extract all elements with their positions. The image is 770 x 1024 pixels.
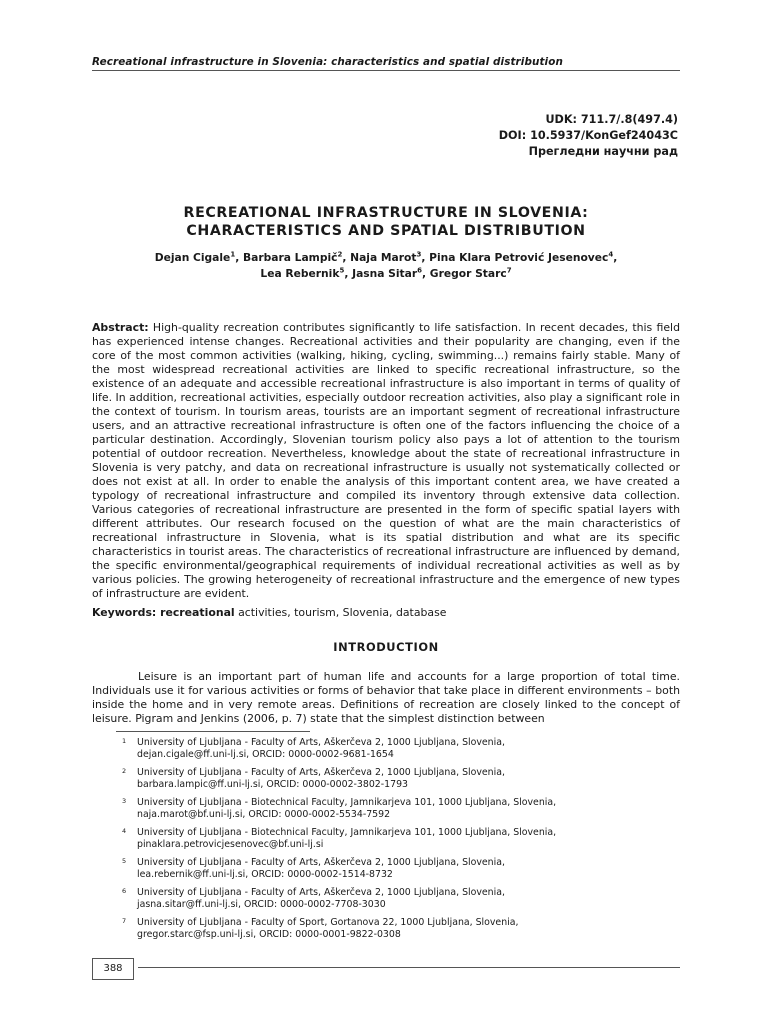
footnote	[122, 857, 682, 887]
title-line-2: CHARACTERISTICS AND SPATIAL DISTRIBUTION	[186, 223, 586, 239]
footnote	[122, 797, 682, 827]
footnote-affiliation: University of Ljubljana - Biotechnical Faculty, Jamnikarjeva 101, 1000 Ljubljana, Slovenia,	[137, 797, 557, 808]
footnote-affiliation: University of Ljubljana - Faculty of Arts, Aškerčeva 2, 1000 Ljubljana, Slovenia,	[137, 737, 505, 748]
footnote-contact[interactable]: lea.rebernik@ff.uni-lj.si, ORCID: 0000-0002-1514-8732	[137, 869, 393, 880]
doi[interactable]: DOI: 10.5937/KonGef24043C	[498, 129, 678, 142]
footnote-contact[interactable]: pinaklara.petrovicjesenovec@bf.uni-lj.si	[137, 839, 324, 850]
footer-rule	[138, 967, 680, 968]
footnote	[122, 917, 682, 947]
author-mark: 4	[608, 250, 614, 259]
author-line-1	[92, 250, 680, 266]
introduction-paragraph: Leisure is an important part of human life and accounts for a large proportion of total time. Individuals use it for various activities or forms of behavior that take place in different environments – both inside the home and in very remote areas. Definitions of recreation are closely linked to the concept of leisure. Pigram and Jenkins (2006, p. 7) state that the simplest distinction between	[92, 670, 680, 725]
article-type: Прегледни научни рад	[528, 145, 678, 158]
running-head: Recreational infrastructure in Slovenia: characteristics and spatial distribution	[92, 56, 563, 68]
author-name: Jasna Sitar	[352, 267, 418, 280]
footnote-contact[interactable]: barbara.lampic@ff.uni-lj.si, ORCID: 0000-0002-3802-1793	[137, 779, 409, 790]
footnote-affiliation: University of Ljubljana - Faculty of Arts, Aškerčeva 2, 1000 Ljubljana, Slovenia,	[137, 857, 505, 868]
footnote	[122, 737, 682, 767]
udk-code: UDK: 711.7/.8(497.4)	[545, 113, 678, 126]
footnote-number: 6	[122, 887, 127, 895]
author-sep: ,	[342, 251, 351, 264]
footnote-contact[interactable]: jasna.sitar@ff.uni-lj.si, ORCID: 0000-0002-7708-3030	[137, 899, 386, 910]
footnote-number: 2	[122, 767, 127, 775]
footnote-affiliation: University of Ljubljana - Biotechnical Faculty, Jamnikarjeva 101, 1000 Ljubljana, Slovenia,	[137, 827, 557, 838]
keywords-list: activities, tourism, Slovenia, database	[234, 606, 447, 619]
abstract-label: Abstract:	[92, 321, 149, 334]
header-rule	[92, 70, 680, 71]
paper-title	[92, 204, 680, 240]
footnote-number: 3	[122, 797, 127, 805]
keyword-bold: recreational	[156, 606, 235, 619]
footnote-contact[interactable]: naja.marot@bf.uni-lj.si, ORCID: 0000-0002-5534-7592	[137, 809, 391, 820]
author-mark: 5	[339, 266, 345, 275]
article-identifiers	[499, 112, 678, 160]
author-name: Lea Rebernik	[260, 267, 340, 280]
author-mark: 3	[416, 250, 422, 259]
author-mark: 6	[417, 266, 423, 275]
author-name: Gregor Starc	[429, 267, 507, 280]
abstract-text: High-quality recreation contributes significantly to life satisfaction. In recent decades, this field has experienced intense changes. Recreational activities and their popularity are changing, even if the core of the most common activities (walking, hiking, cycling, swimming...) remains fairly stable. Many of the most widespread recreational activities are linked to specific recreational infrastructure, so the existence of an adequate and accessible recreational infrastructure is also important in terms of quality of life. In addition, recreational activities, especially outdoor recreation activities, also play a significant role in the context of tourism. In tourism areas, tourists are an important segment of recreational infrastructure users, and an attractive recreational infrastructure is often one of the factors influencing the choice of a particular destination. Accordingly, Slovenian tourism policy also pays a lot of attention to the tourism potential of outdoor recreation. Nevertheless, knowledge about the state of recreational infrastructure in Slovenia is very patchy, and data on recreational infrastructure is usually not systematically collected or does not exist at all. In order to enable the analysis of this important content area, we have created a typology of recreational infrastructure and compiled its inventory through extensive data collection. Various categories of recreational infrastructure are presented in the form of specific spatial layers with different attributes. Our research focused on the question of what are the main characteristics of recreational infrastructure in Slovenia, what is its spatial distribution and what are its specific characteristics in tourist areas. The characteristics of recreational infrastructure are influenced by demand, the specific environmental/geographical requirements of individual recreational activities as well as by various policies. The growing heterogeneity of recreational infrastructure and the emergence of new types of infrastructure are evident.	[92, 321, 680, 600]
author-sep: ,	[613, 251, 618, 264]
author-name: Dejan Cigale	[154, 251, 231, 264]
footnote-affiliation: University of Ljubljana - Faculty of Arts, Aškerčeva 2, 1000 Ljubljana, Slovenia,	[137, 887, 505, 898]
author-mark: 7	[506, 266, 512, 275]
page-number: 388	[92, 958, 134, 980]
footnotes	[122, 737, 682, 947]
section-heading-introduction: INTRODUCTION	[333, 640, 439, 654]
keywords-label: Keywords:	[92, 606, 157, 619]
author-sep: ,	[235, 251, 243, 264]
author-sep: ,	[422, 267, 430, 280]
footnote-rule	[116, 731, 310, 732]
footnote-affiliation: University of Ljubljana - Faculty of Arts, Aškerčeva 2, 1000 Ljubljana, Slovenia,	[137, 767, 505, 778]
footnote-number: 1	[122, 737, 127, 745]
author-sep: ,	[421, 251, 430, 264]
footnote-contact[interactable]: dejan.cigale@ff.uni-lj.si, ORCID: 0000-0002-9681-1654	[137, 749, 394, 760]
author-name: Barbara Lampič	[242, 251, 338, 264]
footnote-affiliation: University of Ljubljana - Faculty of Sport, Gortanova 22, 1000 Ljubljana, Slovenia,	[137, 917, 519, 928]
author-name: Pina Klara Petrović Jesenovec	[429, 251, 609, 264]
footnote	[122, 887, 682, 917]
footnote	[122, 767, 682, 797]
footnote-contact[interactable]: gregor.starc@fsp.uni-lj.si, ORCID: 0000-0001-9822-0308	[137, 929, 401, 940]
author-list	[92, 250, 680, 282]
title-line-1: RECREATIONAL INFRASTRUCTURE IN SLOVENIA:	[183, 205, 589, 221]
footnote	[122, 827, 682, 857]
author-line-2	[92, 266, 680, 282]
author-mark: 2	[337, 250, 343, 259]
author-name: Naja Marot	[350, 251, 417, 264]
footnote-number: 5	[122, 857, 127, 865]
footnote-number: 4	[122, 827, 127, 835]
keywords	[92, 606, 680, 620]
author-sep: ,	[344, 267, 353, 280]
author-mark: 1	[230, 250, 236, 259]
footnote-number: 7	[122, 917, 127, 925]
abstract	[92, 321, 680, 601]
